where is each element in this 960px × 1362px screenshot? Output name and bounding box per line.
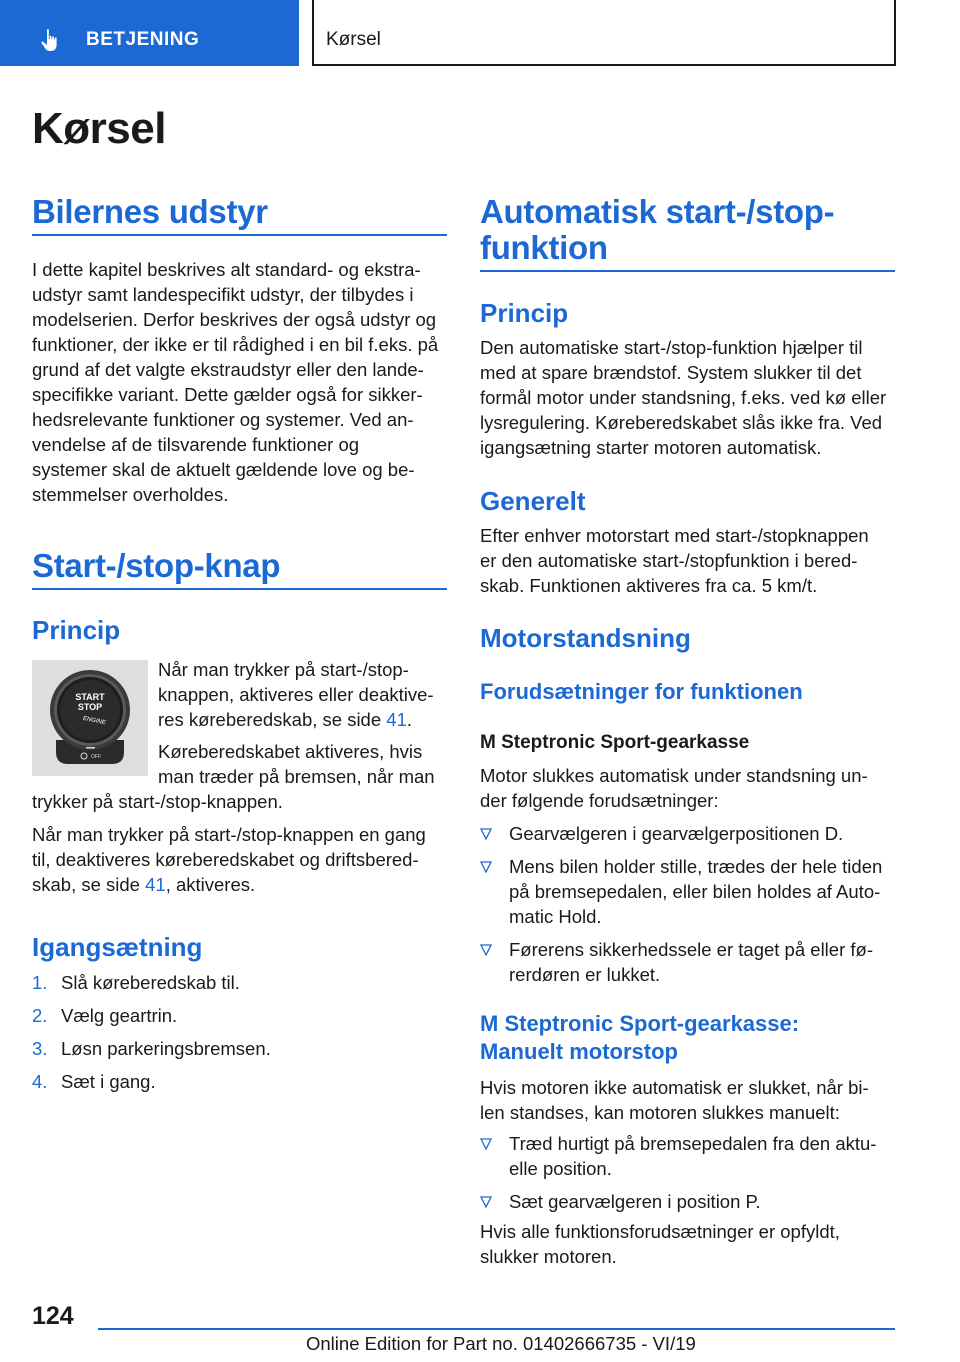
text-line: stemmelser overholdes. xyxy=(32,484,229,505)
subheading-motorstandsning: Motorstandsning xyxy=(480,623,691,653)
text-line: Sæt gearvælgeren i position P. xyxy=(509,1191,761,1212)
paragraph-princip-right xyxy=(480,335,900,460)
button-text-engine: ENGINE xyxy=(82,715,107,727)
section-rule xyxy=(480,270,895,272)
subheading-forudsaetninger: Forudsætninger for funktionen xyxy=(480,679,803,704)
step-number: 2. xyxy=(32,1005,48,1026)
text-line: Den automatiske start-/stop-funktion hjælper til xyxy=(480,337,863,358)
paragraph-steptronic xyxy=(480,763,900,813)
page-header xyxy=(0,0,960,66)
text-line: udstyr samt landespecifikt udstyr, der tilbydes i xyxy=(32,284,414,305)
text-line: Køreberedskabet aktiveres, hvis xyxy=(158,741,423,762)
text-line xyxy=(158,707,450,732)
step-number: 4. xyxy=(32,1071,48,1092)
section-label: BETJENING xyxy=(86,29,200,50)
text-line: til, deaktiveres køreberedskabet og driftsbered- xyxy=(32,849,419,870)
text-span: , aktiveres. xyxy=(165,874,256,895)
conditions-list xyxy=(480,821,900,995)
text-line: slukker motoren. xyxy=(480,1246,617,1267)
paragraph-princip-3 xyxy=(32,822,452,897)
text-line: Motor slukkes automatisk under standsning un- xyxy=(480,765,868,786)
paragraph-princip-1 xyxy=(158,657,450,732)
start-stop-button-icon xyxy=(32,660,148,776)
text-line: modelserien. Derfor beskrives der også udstyr og xyxy=(32,309,437,330)
text-line: elle position. xyxy=(509,1158,612,1179)
footer-edition: Online Edition for Part no. 01402666735 - VI/19 xyxy=(306,1333,696,1354)
text-line xyxy=(32,872,452,897)
step-text: Sæt i gang. xyxy=(61,1071,156,1092)
list-item xyxy=(480,1131,900,1181)
chapter-label: Kørsel xyxy=(326,29,381,50)
text-line: Førerens sikkerhedssele er taget på eller fø- xyxy=(509,939,873,960)
text-line: Gearvælgeren i gearvælgerpositionen D. xyxy=(509,823,844,844)
text-line: Træd hurtigt på bremsepedalen fra den aktu- xyxy=(509,1133,877,1154)
text-span: res køreberedskab, se side xyxy=(158,709,387,730)
subheading-princip-right: Princip xyxy=(480,298,569,328)
heading-line: funktion xyxy=(480,229,608,266)
page-number: 124 xyxy=(32,1302,74,1330)
paragraph-closing xyxy=(480,1219,900,1269)
text-line: specifikke variant. Dette gælder også for sikker- xyxy=(32,384,423,405)
list-item xyxy=(32,1036,447,1061)
text-line: på bremsepedalen, eller bilen holdes af Auto- xyxy=(509,881,881,902)
triangle-bullet-icon xyxy=(480,944,492,956)
list-item xyxy=(32,1003,447,1028)
heading-line: Automatisk start-/stop- xyxy=(480,193,835,230)
triangle-bullet-icon xyxy=(480,861,492,873)
text-line: skab. Funktionen aktiveres fra ca. 5 km/t. xyxy=(480,575,818,596)
button-text-stop: STOP xyxy=(77,702,103,712)
text-span: skab, se side xyxy=(32,874,146,895)
page-link[interactable]: 41 xyxy=(386,709,407,730)
list-item xyxy=(480,937,900,987)
text-line: der følgende forudsætninger: xyxy=(480,790,719,811)
triangle-bullet-icon xyxy=(480,1196,492,1208)
text-line: funktioner, der ikke er til rådighed i en bil f.eks. på xyxy=(32,334,439,355)
paragraph-princip-2-end: trykker på start-/stop-knappen. xyxy=(32,791,283,812)
text-line: I dette kapitel beskrives alt standard- og ekstra- xyxy=(32,259,421,280)
step-text: Slå køreberedskab til. xyxy=(61,972,240,993)
subheading-generelt: Generelt xyxy=(480,486,586,516)
section-rule xyxy=(32,588,447,590)
section-rule xyxy=(32,234,447,236)
list-item xyxy=(32,970,447,995)
list-item xyxy=(480,854,900,929)
heading-automatisk-start-stop xyxy=(480,194,834,266)
text-line: Hvis motoren ikke automatisk er slukket, når bi- xyxy=(480,1077,869,1098)
text-line: formål motor under standsning, f.eks. ved kø eller xyxy=(480,387,887,408)
page-title: Kørsel xyxy=(32,104,166,153)
text-line: Når man trykker på start-/stop- xyxy=(158,659,409,680)
list-item xyxy=(32,1069,447,1094)
text-line: man træder på bremsen, når man xyxy=(158,766,435,787)
footer-rule xyxy=(98,1328,895,1330)
text-line: knappen, aktiveres eller deaktive- xyxy=(158,684,434,705)
chapter-box[interactable] xyxy=(312,0,896,66)
paragraph-udstyr xyxy=(32,257,452,507)
text-line: lysregulering. Køreberedskabet slås ikke fra. Ved xyxy=(480,412,883,433)
list-item xyxy=(480,821,900,846)
text-line: matic Hold. xyxy=(509,906,602,927)
section-tab[interactable] xyxy=(0,0,299,66)
text-line: rerdøren er lukket. xyxy=(509,964,661,985)
text-line: med at spare brændstof. System slukker til det xyxy=(480,362,862,383)
text-span: . xyxy=(406,709,412,730)
text-line: systemer skal de aktuelt gældende love og be- xyxy=(32,459,415,480)
numbered-list xyxy=(32,970,447,1102)
text-line: vendelse af de tilsvarende funktioner og xyxy=(32,434,360,455)
step-text: Løsn parkeringsbremsen. xyxy=(61,1038,271,1059)
step-number: 1. xyxy=(32,972,48,993)
heading-line: Manuelt motorstop xyxy=(480,1039,678,1064)
subheading-igangsaetning: Igangsætning xyxy=(32,932,203,962)
text-line: hedsrelevante funktioner og systemer. Ved an- xyxy=(32,409,414,430)
triangle-bullet-icon xyxy=(480,828,492,840)
button-text-off: OFF xyxy=(91,754,101,760)
text-line: len standses, kan motoren slukkes manuelt: xyxy=(480,1102,840,1123)
manuelt-steps-list xyxy=(480,1131,900,1222)
subheading-steptronic: M Steptronic Sport-gearkasse xyxy=(480,732,750,753)
text-line: Mens bilen holder stille, trædes der hele tiden xyxy=(509,856,883,877)
step-text: Vælg geartrin. xyxy=(61,1005,178,1026)
page-link[interactable]: 41 xyxy=(145,874,166,895)
text-line: grund af det valgte ekstraudstyr eller den lande- xyxy=(32,359,424,380)
step-number: 3. xyxy=(32,1038,48,1059)
heading-start-stop-knap: Start-/stop-knap xyxy=(32,547,281,584)
text-line: Når man trykker på start-/stop-knappen en gang xyxy=(32,824,426,845)
start-stop-button-image xyxy=(32,660,148,776)
paragraph-generelt xyxy=(480,523,900,598)
heading-line: M Steptronic Sport-gearkasse: xyxy=(480,1011,800,1036)
triangle-bullet-icon xyxy=(480,1138,492,1150)
heading-bilernes-udstyr: Bilernes udstyr xyxy=(32,193,268,230)
button-text-start: START xyxy=(75,692,105,702)
text-line: er den automatiske start-/stopfunktion i bered- xyxy=(480,550,858,571)
text-line: igangsætning starter motoren automatisk. xyxy=(480,437,822,458)
list-item xyxy=(480,1189,900,1214)
paragraph-manuelt xyxy=(480,1075,900,1125)
paragraph-princip-2 xyxy=(158,739,450,789)
hand-pointer-icon xyxy=(40,28,62,52)
text-line: Efter enhver motorstart med start-/stopknappen xyxy=(480,525,869,546)
text-line: Hvis alle funktionsforudsætninger er opfyldt, xyxy=(480,1221,840,1242)
subheading-manuelt-motorstop xyxy=(480,1010,799,1066)
subheading-princip-left: Princip xyxy=(32,615,121,645)
